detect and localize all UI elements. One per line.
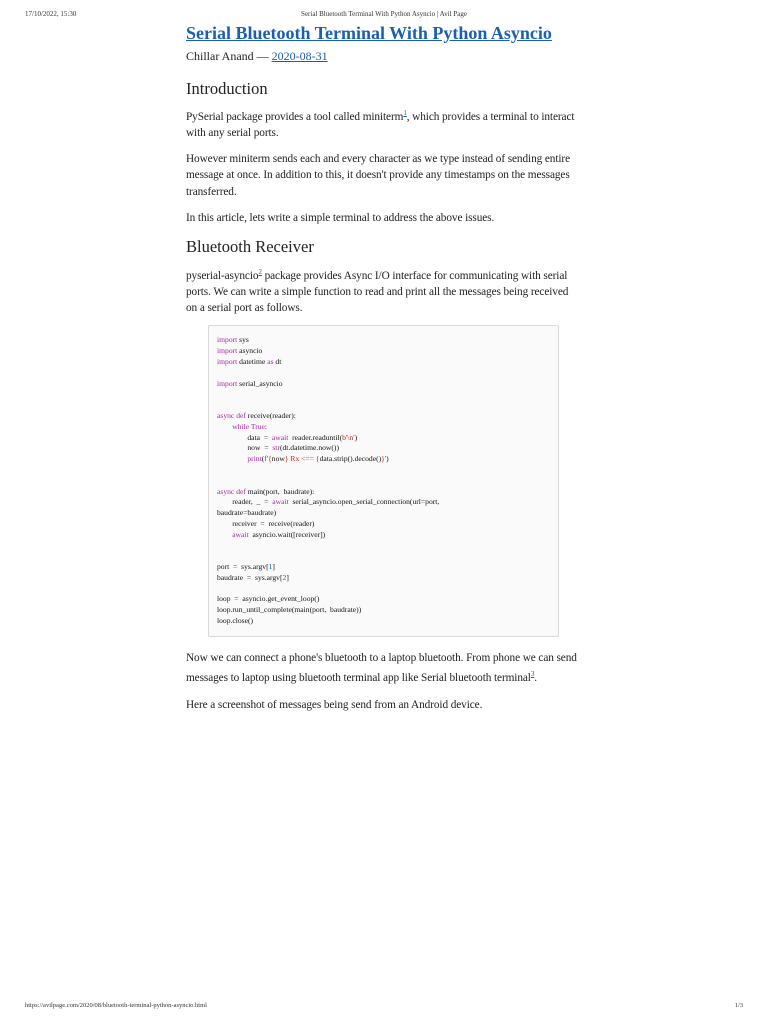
code-string: b'\n' [342, 432, 355, 442]
print-page-title: Serial Bluetooth Terminal With Python Asyncio | Avil Page [301, 10, 467, 18]
code-text: serial_asyncio [237, 378, 283, 388]
code-keyword: while [232, 421, 250, 431]
code-line [217, 346, 550, 357]
code-builtin: str [272, 443, 280, 453]
print-url: https://avilpage.com/2020/08/bluetooth-terminal-python-asyncio.html [25, 1002, 207, 1009]
code-string: }' [381, 454, 387, 464]
code-line [217, 443, 550, 454]
paragraph-text: . [534, 671, 537, 684]
code-line [217, 454, 550, 465]
code-keyword: True [249, 421, 265, 431]
code-text: baudrate = sys.argv[ [217, 572, 283, 582]
code-number: 2 [282, 572, 287, 582]
code-keyword: async [217, 486, 235, 496]
code-line [217, 357, 550, 368]
code-text: asyncio.wait([receiver]) [248, 529, 326, 539]
code-indent [217, 530, 232, 539]
code-line-blank [217, 465, 550, 476]
code-text: receiver = receive(reader) [217, 518, 315, 528]
footnote-link-3[interactable]: 3 [530, 670, 535, 679]
code-text: reader.readuntil( [288, 432, 343, 442]
code-text: serial_asyncio.open_serial_connection(url=port, [288, 497, 440, 507]
code-text: ) [386, 454, 389, 464]
code-text: receive(reader): [245, 410, 296, 420]
section-heading-bluetooth-receiver: Bluetooth Receiver [186, 236, 314, 256]
paragraph-article-goal: In this article, lets write a simple terminal to address the above issues. [186, 211, 495, 224]
code-block [208, 325, 559, 637]
code-text: port = sys.argv[ [217, 562, 269, 572]
code-string: } Rx <== { [284, 454, 320, 464]
code-indent [217, 422, 232, 431]
paragraph-pyserial-asyncio [186, 264, 582, 316]
code-number: 1 [268, 562, 273, 572]
code-keyword: def [236, 486, 246, 496]
code-text: sys [237, 335, 249, 345]
paragraph-text: PySerial package provides a tool called miniterm [186, 110, 404, 123]
code-keyword: as [267, 356, 274, 366]
code-text: ( [261, 454, 265, 464]
code-keyword: import [217, 356, 238, 366]
paragraph-text: package provides Async I/O interface for communicating with serial ports. We can write a simple function to read and print all the messages being received on a serial port as follows. [186, 269, 569, 315]
code-text: loop.close() [217, 616, 254, 626]
code-line [217, 433, 550, 444]
byline [186, 47, 582, 65]
code-keyword: async [217, 410, 235, 420]
code-line [217, 573, 550, 584]
code-text: ) [354, 432, 358, 442]
code-line-blank [217, 389, 550, 400]
code-keyword: await [232, 529, 249, 539]
code-text: reader, _ = [217, 497, 273, 507]
code-line [217, 379, 550, 390]
code-keyword: import [217, 378, 238, 388]
code-line [217, 519, 550, 530]
code-line [217, 594, 550, 605]
code-indent [217, 454, 247, 463]
code-text: datetime [237, 356, 268, 366]
paragraph-miniterm-issues: However miniterm sends each and every character as we type instead of sending entire message at once. In addition to this, it doesn't provide any timestamps on the messages transferred. [186, 153, 571, 198]
code-keyword: import [217, 346, 238, 356]
section-heading-introduction: Introduction [186, 79, 268, 98]
code-line [217, 508, 550, 519]
code-text: loop.run_until_complete(main(port, baudrate)) [217, 605, 362, 615]
code-line [217, 616, 550, 627]
code-keyword: def [236, 410, 246, 420]
code-line [217, 422, 550, 433]
post-date-link[interactable]: 2020-08-31 [271, 49, 328, 63]
code-line [217, 411, 550, 422]
code-line [217, 562, 550, 573]
code-line-blank [217, 551, 550, 562]
paragraph-intro [186, 105, 582, 141]
post-title [186, 22, 582, 44]
post-title-link[interactable]: Serial Bluetooth Terminal With Python Asyncio [186, 23, 552, 43]
paragraph-text: pyserial-asyncio [186, 269, 259, 282]
code-text: ] [272, 562, 275, 572]
print-datetime: 17/10/2022, 15:30 [25, 10, 77, 18]
code-line-blank [217, 400, 550, 411]
footnote-link-1[interactable]: 1 [403, 109, 407, 117]
code-line-blank [217, 368, 550, 379]
code-line-blank [217, 541, 550, 552]
byline-separator: — [256, 49, 269, 63]
author-name: Chillar Anand [186, 49, 254, 63]
footnote-link-2[interactable]: 2 [258, 267, 262, 276]
code-text: baudrate=baudrate) [217, 508, 277, 518]
code-text: data.strip().decode() [319, 454, 382, 464]
code-keyword: await [272, 497, 289, 507]
code-text: dt [273, 356, 282, 366]
code-text: : [264, 421, 268, 431]
code-line [217, 335, 550, 346]
code-text: asyncio [237, 346, 263, 356]
code-text: data = [217, 432, 272, 442]
code-text: ] [286, 572, 289, 582]
code-string: f'{ [264, 454, 272, 464]
article [186, 22, 582, 713]
print-footer [0, 1002, 768, 1016]
code-line [217, 605, 550, 616]
code-keyword: await [271, 432, 289, 442]
code-text: now [271, 454, 285, 464]
code-text: main(port, baudrate): [245, 486, 315, 496]
paragraph-connect-phone [186, 650, 582, 686]
print-page-number: 1/3 [734, 1002, 743, 1009]
code-line-blank [217, 476, 550, 487]
code-keyword: import [217, 335, 238, 345]
code-text: loop = asyncio.get_event_loop() [217, 594, 320, 604]
code-line [217, 487, 550, 498]
code-text: now = [217, 443, 273, 453]
code-line-blank [217, 584, 550, 595]
code-line [217, 530, 550, 541]
paragraph-text: , which provides a terminal to interact with any serial ports. [186, 110, 575, 139]
paragraph-screenshot-caption: Here a screenshot of messages being send from an Android device. [186, 699, 483, 712]
code-builtin: print [247, 454, 262, 464]
paragraph-text: Now we can connect a phone's bluetooth to a laptop bluetooth. From phone we can send messages to laptop using bluetooth terminal app like Serial bluetooth terminal [186, 651, 577, 684]
code-text: (dt.datetime.now()) [279, 443, 339, 453]
code-line [217, 497, 550, 508]
